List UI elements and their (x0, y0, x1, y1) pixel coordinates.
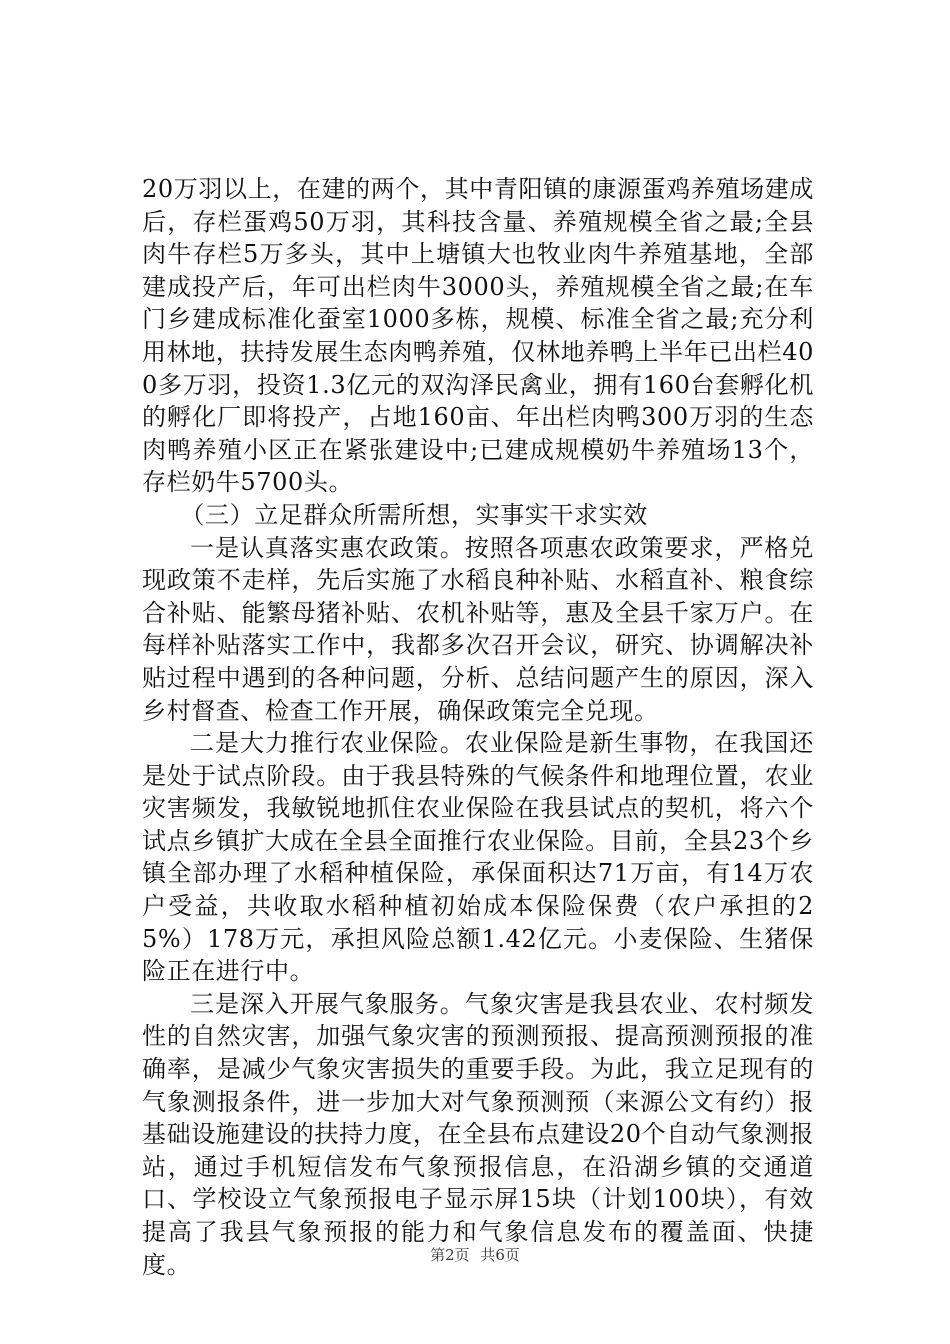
document-body (142, 173, 814, 1281)
page-footer (0, 1244, 950, 1265)
section-heading: （三）立足群众所需所想，实事实干求实效 (180, 500, 648, 529)
paragraph-weather: 三是深入开展气象服务。气象灾害是我县农业、农村频发性的自然灾害，加强气象灾害的预测预报、提高预测预报的准确率，是减少气象灾害损失的重要手段。为此，我立足现有的气象测报条件，进一步加大对气象预测预（来源公文有约）报基础设施建设的扶持力度，在全县布点建设20个自动气象测报站，通过手机短信发布气象预报信息，在沿湖乡镇的交通道口、学校设立气象预报电子显示屏15块（计划100块），有效提高了我县气象预报的能力和气象信息发布的覆盖面、快捷度。 (142, 989, 814, 1279)
paragraph-insurance: 二是大力推行农业保险。农业保险是新生事物，在我国还是处于试点阶段。由于我县特殊的气候条件和地理位置，农业灾害频发，我敏锐地抓住农业保险在我县试点的契机，将六个试点乡镇扩大成在全县全面推行农业保险。目前，全县23个乡镇全部办理了水稻种植保险，承保面积达71万亩，有14万农户受益，共收取水稻种植初始成本保险保费（农户承担的25%）178万元，承担风险总额1.42亿元。小麦保险、生猪保险正在进行中。 (142, 729, 814, 986)
paragraph-continuation: 20万羽以上，在建的两个，其中青阳镇的康源蛋鸡养殖场建成后，存栏蛋鸡50万羽，其科技含量、养殖规模全省之最;全县肉牛存栏5万多头，其中上塘镇大也牧业肉牛养殖基地，全部建成投产后，年可出栏肉牛3000头，养殖规模全省之最;在车门乡建成标准化蚕室1000多栋，规模、标准全省之最;充分利用林地，扶持发展生态肉鸭养殖，仅林地养鸭上半年已出栏400多万羽，投资1.3亿元的双沟泽民禽业，拥有160台套孵化机的孵化厂即将投产，占地160亩、年出栏肉鸭300万羽的生态肉鸭养殖小区正在紧张建设中;已建成规模奶牛养殖场13个，存栏奶牛5700头。 (142, 175, 814, 497)
paragraph-policy: 一是认真落实惠农政策。按照各项惠农政策要求，严格兑现政策不走样，先后实施了水稻良种补贴、水稻直补、粮食综合补贴、能繁母猪补贴、农机补贴等，惠及全县千家万户。在每样补贴落实工作中，我都多次召开会议，研究、协调解决补贴过程中遇到的各种问题，分析、总结问题产生的原因，深入乡村督查、检查工作开展，确保政策完全兑现。 (142, 533, 814, 725)
page-total: 共6页 (480, 1246, 520, 1264)
page-number: 第2页 (430, 1246, 470, 1264)
